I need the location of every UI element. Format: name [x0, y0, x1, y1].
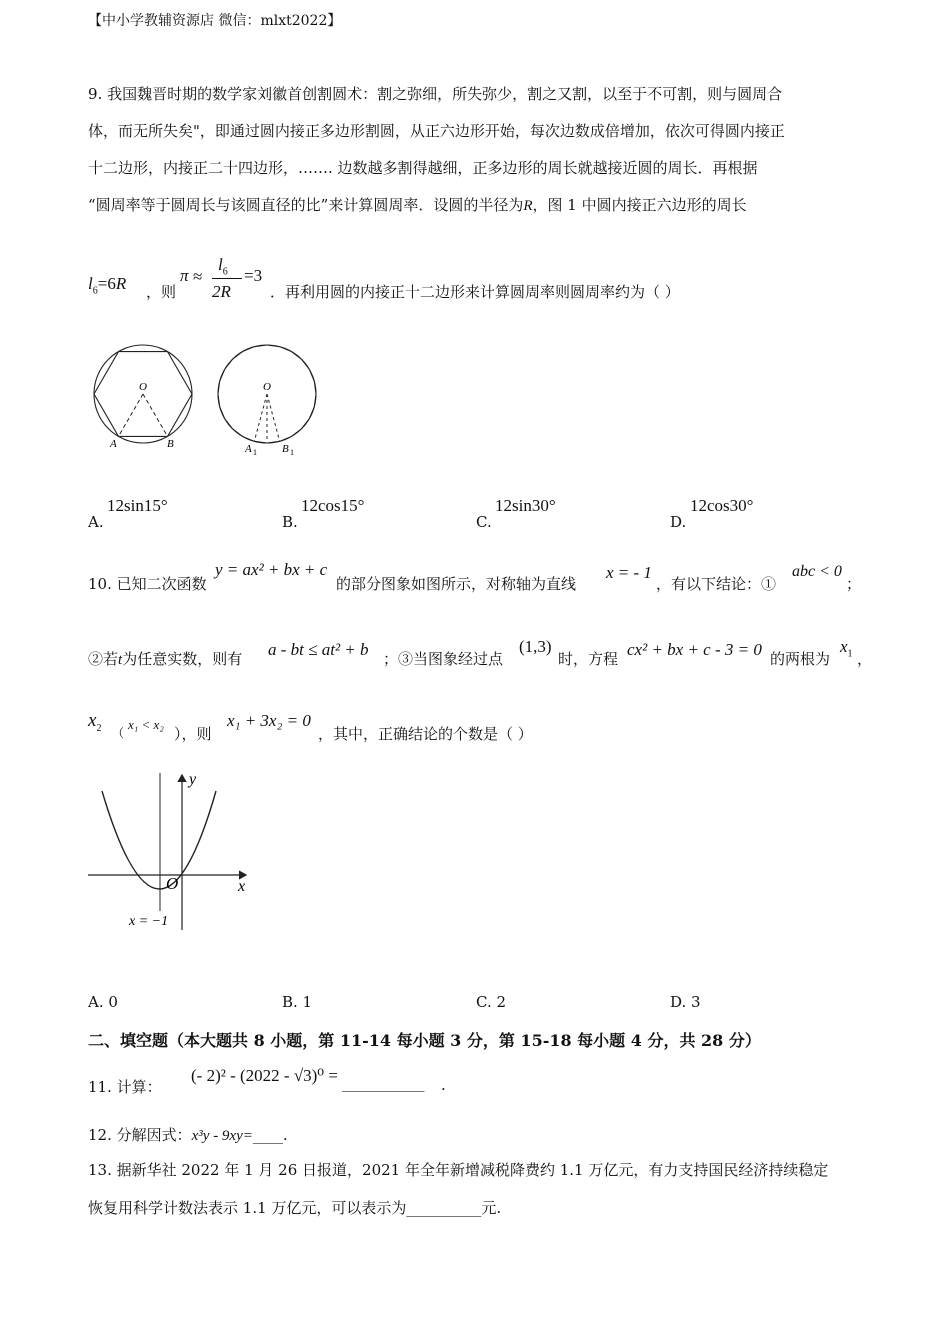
l-symbol: l	[88, 274, 93, 293]
label-b: B	[167, 438, 174, 450]
radius-oa	[119, 394, 144, 436]
R-symbol: R	[115, 274, 127, 293]
q10-point: (1,3)	[519, 637, 552, 656]
q9-option-a-letter: A.	[88, 513, 104, 531]
parabola-curve	[102, 791, 216, 889]
x2-symbol: x	[88, 710, 97, 731]
x-label: x	[238, 878, 246, 895]
eq-6: =6	[97, 274, 116, 293]
label-o1: O	[139, 381, 147, 393]
q10-line1-d: ；	[846, 575, 862, 593]
q10-t: t	[118, 652, 123, 668]
q10-cond2: a - bt ≤ at² + b	[268, 640, 369, 659]
q9-option-a-expr: 12sin15°	[107, 496, 168, 515]
q10-axis: x = - 1	[606, 563, 652, 582]
q13-line1: 13. 据新华社 2022 年 1 月 26 日报道，2021 年全年新增减税降费约 1.1 万亿元，有力支持国民经济持续稳定	[88, 1161, 829, 1179]
q10-paren-open: （	[112, 726, 125, 740]
q9-line4-R: R	[523, 198, 533, 214]
q12-line	[88, 1124, 288, 1145]
q10-line1-a: 10. 已知二次函数	[88, 575, 207, 593]
q9-option-b-expr: 12cos15°	[301, 496, 365, 515]
q10-option-a: A. 0	[88, 993, 118, 1011]
q11-expr: (- 2)² - (2022 - √3)⁰ =	[191, 1066, 338, 1085]
q12-blank: ____	[252, 1126, 283, 1144]
q10-line2-h: 时，方程	[558, 650, 619, 668]
q11-blank: ___________	[342, 1074, 425, 1092]
q10-line1-c: ，有以下结论：①	[656, 575, 777, 593]
fraction-bar	[212, 278, 242, 279]
label-o2: O	[263, 381, 271, 393]
figure-dodecagon	[218, 345, 316, 457]
q9-line4-a: “圆周率等于圆周长与该圆直径的比”来计算圆周率．设圆的半径为	[88, 196, 524, 214]
q10-x1	[840, 637, 853, 659]
y-label: y	[189, 771, 197, 788]
frac-numerator	[218, 255, 228, 277]
frac-l: l	[218, 255, 223, 274]
figure-hexagon	[94, 345, 192, 450]
q10-line2-i: 的两根为	[770, 650, 831, 668]
q9-line5: ．再利用圆的内接正十二边形来计算圆周率则圆周率约为（ ）	[270, 283, 680, 301]
q10-graph	[86, 765, 261, 935]
q10-rel: x₁ + 3x₂ = 0	[227, 711, 311, 730]
section2-title: 二、填空题（本大题共 8 小题，第 11-14 每小题 3 分，第 15-18 每小题 4 分，共 28 分）	[88, 1031, 761, 1050]
frac-denominator: 2R	[212, 282, 231, 301]
label-a1-sub: 1	[253, 448, 257, 457]
eq-3: =3	[244, 266, 263, 285]
q10-line2	[88, 648, 242, 669]
x1-sub: 1	[847, 648, 853, 660]
q9-option-c-letter: C.	[476, 513, 492, 531]
approx-symbol: ≈	[193, 267, 203, 286]
radius-ob1	[267, 394, 280, 441]
q13-line2-a: 恢复用科学计数法表示 1.1 万亿元，可以表示为	[88, 1199, 407, 1217]
q9-line4	[88, 194, 747, 215]
q10-paren-close: ），则	[174, 725, 212, 743]
q12-prefix: 12. 分解因式：	[88, 1126, 192, 1144]
l-sub: 6	[92, 285, 98, 297]
header-text: 【中小学教辅资源店 微信：mlxt2022】	[88, 13, 342, 29]
q10-comma: ，	[857, 650, 873, 668]
q9-line3: 十二边形，内接正二十四边形，……. 边数越多割得越细，正多边形的周长就越接近圆的周长．再根据	[88, 159, 758, 177]
q10-option-d: D. 3	[670, 993, 701, 1011]
q9-comma-then: ，则	[146, 283, 177, 301]
q10-line3-j: ，其中，正确结论的个数是（ ）	[318, 725, 533, 743]
pi-symbol: π	[180, 266, 189, 285]
q10-cond1: abc < 0	[792, 563, 842, 580]
q9-option-d-letter: D.	[670, 513, 687, 531]
label-b1-sub: 1	[290, 448, 294, 457]
label-b1: B	[282, 443, 289, 455]
q9-option-c-expr: 12sin30°	[495, 496, 556, 515]
q10-line1-b: 的部分图象如图所示，对称轴为直线	[336, 575, 577, 593]
q9-option-b-letter: B.	[282, 513, 298, 531]
q11-prefix: 11. 计算：	[88, 1078, 162, 1096]
q9-figures	[88, 340, 338, 465]
label-a: A	[110, 438, 117, 450]
origin-label: O	[166, 874, 179, 893]
q10-option-c: C. 2	[476, 993, 507, 1011]
q13-blank: __________	[406, 1199, 482, 1217]
q13-line2-b: 元.	[481, 1199, 502, 1217]
q10-option-b: B. 1	[282, 993, 313, 1011]
x1-symbol: x	[840, 637, 848, 656]
radius-ob	[143, 394, 168, 436]
frac-l-sub: 6	[222, 266, 228, 278]
q10-line2-f: 为任意实数，则有	[122, 650, 243, 668]
q9-line4-b: ，图 1 中圆内接正六边形的周长	[532, 196, 747, 214]
q10-eq: cx² + bx + c - 3 = 0	[627, 640, 762, 659]
q9-line1: 9. 我国魏晋时期的数学家刘徽首创割圆术：割之弥细，所失弥少，割之又割，以至于不可割，则与圆周合	[88, 85, 783, 103]
q12-expr: x³y - 9xy=	[191, 1128, 253, 1144]
q9-formula-l6	[88, 274, 126, 296]
q12-end: .	[282, 1126, 288, 1144]
q10-x2	[88, 709, 101, 734]
q11-end: .	[441, 1076, 446, 1094]
q10-line2-e: ②若	[88, 650, 119, 668]
q10-ineq: x₁ < x₂	[128, 717, 164, 732]
label-a1: A	[245, 443, 252, 455]
q9-line2: 体，而无所失矣"，即通过圆内接正多边形割圆，从正六边形开始，每次边数成倍增加，依次可得圆内接正	[88, 122, 785, 140]
q13-line2	[88, 1197, 501, 1218]
radius-oa1	[254, 394, 267, 441]
axis-of-symmetry-label: x = −1	[129, 914, 169, 929]
x2-sub: 2	[96, 722, 102, 734]
q10-func: y = ax² + bx + c	[215, 560, 328, 579]
q9-option-d-expr: 12cos30°	[690, 496, 754, 515]
q10-line2-g: ；③当图象经过点	[383, 650, 504, 668]
